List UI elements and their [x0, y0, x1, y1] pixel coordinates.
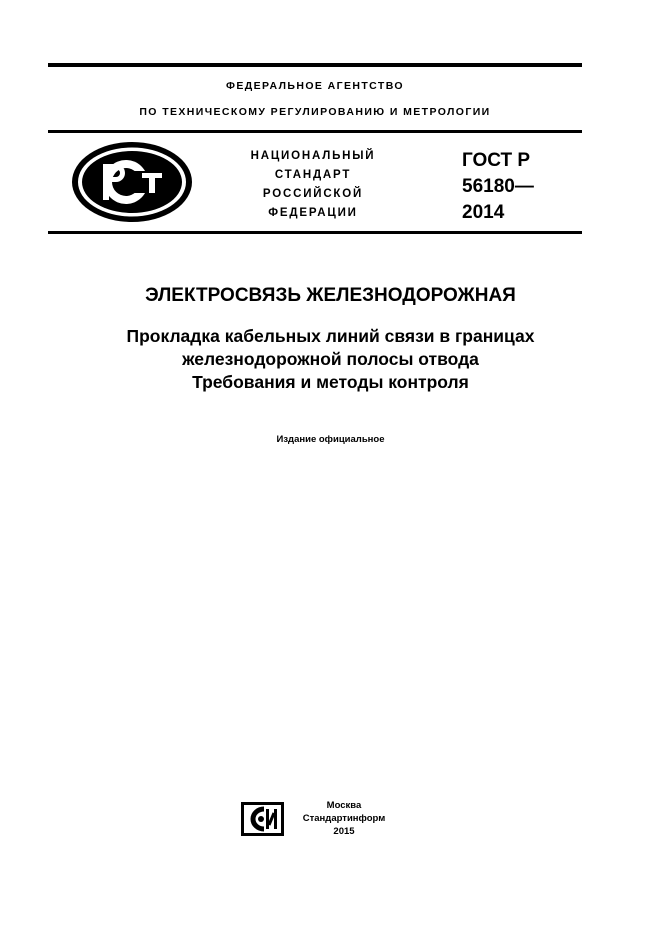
top-rule: [48, 63, 582, 67]
gost-designation: [462, 148, 572, 226]
rst-logo: [70, 140, 194, 224]
subtitle-line-3: Требования и методы контроля: [192, 372, 469, 392]
standard-type: [228, 147, 398, 223]
publisher-year: 2015: [333, 826, 355, 837]
subtitle-line-2: железнодорожной полосы отвода: [182, 349, 479, 369]
designation-line-1: ГОСТ Р: [462, 150, 531, 171]
subtitle-line-1: Прокладка кабельных линий связи в границах: [126, 326, 535, 346]
document-subtitle: [20, 325, 641, 394]
publisher-logo: [240, 801, 285, 837]
publisher-info: [292, 799, 396, 838]
designation-line-2: 56180—: [462, 176, 534, 197]
document-title: ЭЛЕКТРОСВЯЗЬ ЖЕЛЕЗНОДОРОЖНАЯ: [145, 285, 516, 306]
header-bottom-rule: [48, 231, 582, 234]
standard-type-line-2: СТАНДАРТ: [274, 169, 352, 181]
edition-label: Издание официальное: [276, 434, 385, 445]
standard-type-line-3: РОССИЙСКОЙ: [262, 188, 364, 200]
standard-type-line-4: ФЕДЕРАЦИИ: [268, 207, 358, 219]
rst-certification-mark-icon: [70, 140, 194, 224]
header-divider: [48, 130, 582, 133]
standartinform-logo-icon: [240, 801, 285, 837]
designation-line-3: 2014: [462, 202, 505, 223]
standard-type-line-1: НАЦИОНАЛЬНЫЙ: [250, 150, 376, 162]
publisher-city: Москва: [326, 800, 362, 811]
publisher-name: Стандартинформ: [302, 813, 386, 824]
agency-line-1: ФЕДЕРАЛЬНОЕ АГЕНТСТВО: [226, 80, 404, 92]
agency-line-2: ПО ТЕХНИЧЕСКОМУ РЕГУЛИРОВАНИЮ И МЕТРОЛОГИИ: [139, 106, 491, 118]
